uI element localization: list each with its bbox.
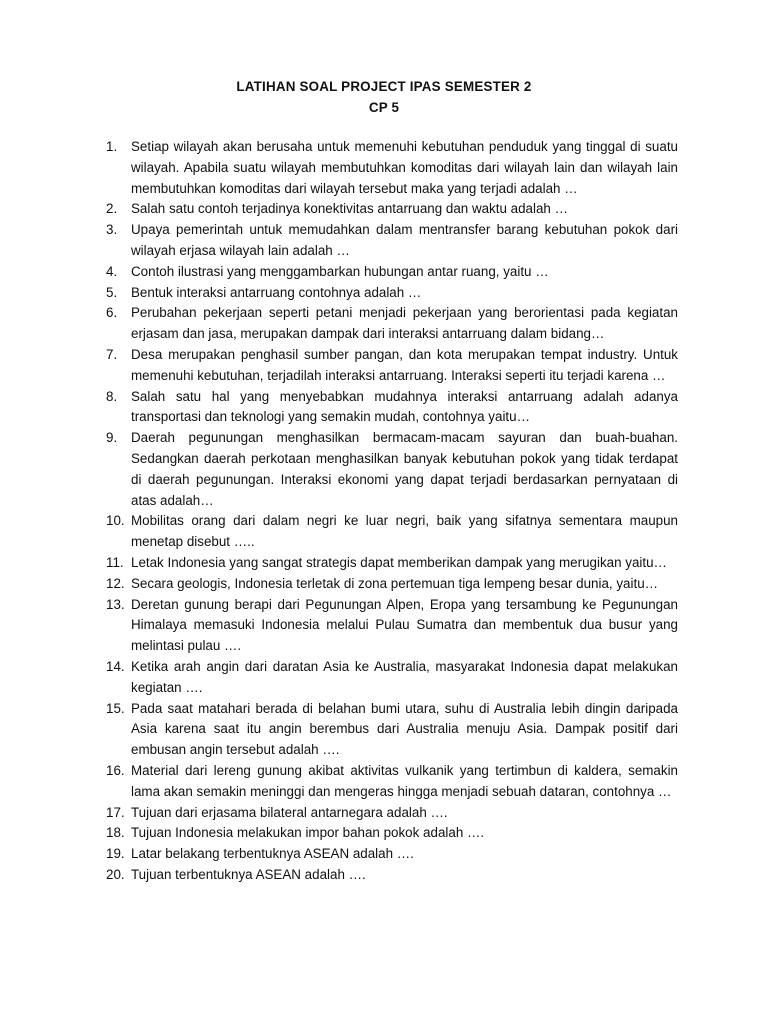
- question-text: Material dari lereng gunung akibat aktivitas vulkanik yang tertimbun di kaldera, semakin lama akan semakin meninggi dan mengeras hingga menjadi sebuah dataran, contohnya …: [131, 762, 678, 799]
- question-text: Upaya pemerintah untuk memudahkan dalam mentransfer barang kebutuhan pokok dari wilayah erjasa wilayah lain adalah …: [131, 222, 678, 258]
- question-number: 20.: [106, 866, 125, 882]
- question-number: 17.: [106, 804, 125, 820]
- question-item: [106, 199, 678, 220]
- question-text: Setiap wilayah akan berusaha untuk memenuhi kebutuhan penduduk yang tinggal di suatu wilayah. Apabila suatu wilayah membutuhkan komoditas dari wilayah lain dan wilayah lain membutuhkan komoditas dari wilayah tersebut maka yang terjadi adalah …: [131, 139, 678, 196]
- question-number: 3.: [106, 222, 118, 238]
- question-item: [106, 699, 678, 761]
- question-text: Tujuan Indonesia melakukan impor bahan pokok adalah ….: [131, 825, 485, 841]
- question-text: Ketika arah angin dari daratan Asia ke Australia, masyarakat Indonesia dapat melakukan kegiatan ….: [131, 658, 678, 695]
- question-number: 19.: [106, 846, 125, 862]
- question-number: 8.: [106, 388, 118, 404]
- question-number: 12.: [106, 575, 125, 591]
- question-item: [106, 303, 678, 345]
- question-item: [106, 283, 678, 304]
- document-subtitle: CP 5: [368, 100, 400, 115]
- question-number: 13.: [106, 596, 125, 612]
- question-text: Pada saat matahari berada di belahan bumi utara, suhu di Australia lebih dingin daripada Asia karena saat itu angin berembus dari Australia menuju Asia. Dampak positif dari embusan angin tersebut adalah ….: [131, 700, 678, 758]
- question-text: Desa merupakan penghasil sumber pangan, dan kota merupakan tempat industry. Untuk memenuhi kebutuhan, terjadilah interaksi antarruang. Interaksi seperti itu terjadi karena …: [131, 346, 678, 383]
- question-item: [106, 595, 678, 657]
- question-item: [106, 345, 678, 387]
- question-number: 4.: [106, 263, 118, 279]
- question-number: 9.: [106, 430, 118, 446]
- question-item: [106, 844, 678, 865]
- question-text: Perubahan pekerjaan seperti petani menjadi pekerjaan yang berorientasi pada kegiatan erjasam dan jasa, merupakan dampak dari interaksi antarruang dalam bidang…: [131, 305, 678, 342]
- question-item: [106, 262, 678, 283]
- question-item: [106, 865, 678, 886]
- question-text: Contoh ilustrasi yang menggambarkan hubungan antar ruang, yaitu …: [131, 263, 549, 279]
- question-number: 16.: [106, 762, 125, 778]
- question-text: Latar belakang terbentuknya ASEAN adalah ….: [131, 846, 414, 862]
- question-number: 6.: [106, 305, 118, 321]
- question-text: Tujuan dari erjasama bilateral antarnegara adalah ….: [131, 804, 448, 820]
- question-text: Mobilitas orang dari dalam negri ke luar negri, baik yang sifatnya sementara maupun menetap disebut …..: [131, 513, 678, 550]
- question-number: 2.: [106, 201, 118, 217]
- question-text: Tujuan terbentuknya ASEAN adalah ….: [131, 866, 366, 882]
- question-number: 10.: [106, 513, 125, 529]
- question-text: Bentuk interaksi antarruang contohnya adalah …: [131, 284, 422, 300]
- question-item: [106, 803, 678, 824]
- question-item: [106, 657, 678, 699]
- question-item: [106, 387, 678, 429]
- question-item: [106, 553, 678, 574]
- question-item: [106, 137, 678, 199]
- question-item: [106, 511, 678, 553]
- question-number: 7.: [106, 346, 118, 362]
- question-item: [106, 823, 678, 844]
- question-number: 11.: [106, 554, 124, 570]
- question-list: [106, 137, 678, 886]
- question-text: Salah satu hal yang menyebabkan mudahnya interaksi antarruang adalah adanya transportasi dan teknologi yang semakin mudah, contohnya yaitu…: [131, 388, 678, 425]
- question-text: Secara geologis, Indonesia terletak di zona pertemuan tiga lempeng besar dunia, yaitu…: [131, 575, 659, 591]
- question-text: Deretan gunung berapi dari Pegunungan Alpen, Eropa yang tersambung ke Pegunungan Himalaya memasuki Indonesia melalui Pulau Sumatra dan membentuk dua busur yang melintasi pulau ….: [131, 596, 678, 654]
- question-number: 14.: [106, 658, 125, 674]
- question-item: [106, 761, 678, 803]
- question-text: Letak Indonesia yang sangat strategis dapat memberikan dampak yang merugikan yaitu…: [131, 554, 667, 570]
- question-text: Daerah pegunungan menghasilkan bermacam-macam sayuran dan buah-buahan. Sedangkan daerah perkotaan menghasilkan banyak kebutuhan pokok yang tidak terdapat di daerah pegunungan. Interaksi ekonomi yang dapat terjadi berdasarkan pernyataan di atas adalah…: [131, 430, 678, 508]
- question-text: Salah satu contoh terjadinya konektivitas antarruang dan waktu adalah …: [131, 201, 568, 217]
- question-number: 18.: [106, 825, 125, 841]
- question-item: [106, 428, 678, 511]
- question-number: 1.: [106, 139, 118, 154]
- document-title: LATIHAN SOAL PROJECT IPAS SEMESTER 2: [236, 79, 532, 94]
- question-number: 15.: [106, 700, 125, 716]
- question-item: [106, 220, 678, 262]
- question-number: 5.: [106, 284, 118, 300]
- question-item: [106, 574, 678, 595]
